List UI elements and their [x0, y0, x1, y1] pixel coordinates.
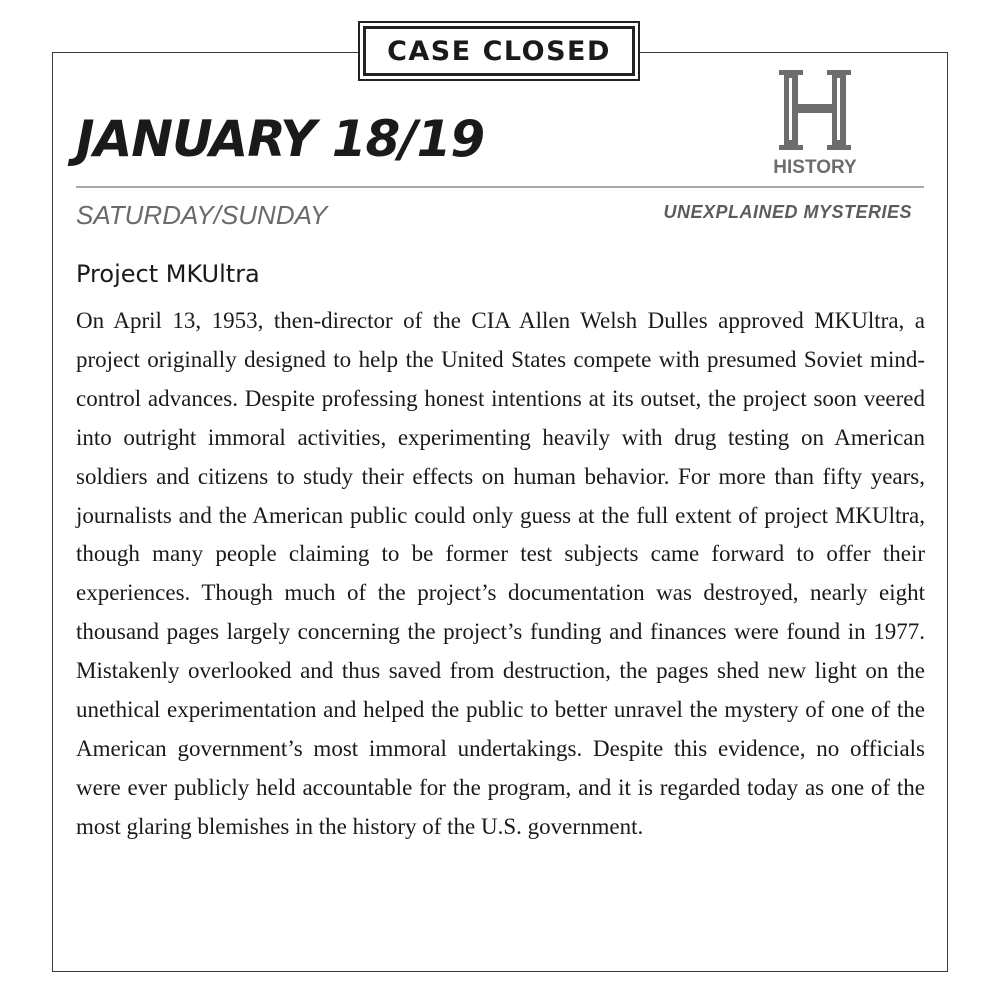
article-body: On April 13, 1953, then-director of the CIA Allen Welsh Dulles approved MKUltra, a project originally designed to help the United States compete with presumed Soviet mind-control advances. Despite professing honest intentions at its outset, the project soon veered into outright immoral activities, experimenting heavily with drug testing on American soldiers and citizens to study their effects on human behavior. For more than fifty years, journalists and the American public could only guess at the full extent of project MKUltra, though many people claiming to be former test subjects came forward to offer their experiences. Though much of the project’s documentation was destroyed, nearly eight thousand pages largely concerning the project’s funding and finances were found in 1977. Mistakenly overlooked and thus saved from destruction, the pages shed new light on the unethical experimentation and helped the public to better unravel the mystery of one of the American government’s most immoral undertakings. Despite this evidence, no officials were ever publicly held accountable for the program, and it is regarded today as one of the most glaring blemishes in the history of the U.S. government.: [76, 308, 925, 839]
day-subtitle: SATURDAY/SUNDAY: [76, 200, 328, 230]
date-title: JANUARY 18/19: [76, 110, 485, 168]
case-closed-stamp: [358, 21, 640, 81]
history-logo: [765, 70, 865, 182]
header-divider: [76, 186, 924, 188]
stamp-label: CASE CLOSED: [363, 26, 635, 76]
history-logo-text: HISTORY: [773, 157, 857, 178]
category-label: UNEXPLAINED MYSTERIES: [663, 202, 912, 222]
article-title: Project MKUltra: [76, 260, 260, 288]
history-h-icon: [779, 70, 851, 150]
